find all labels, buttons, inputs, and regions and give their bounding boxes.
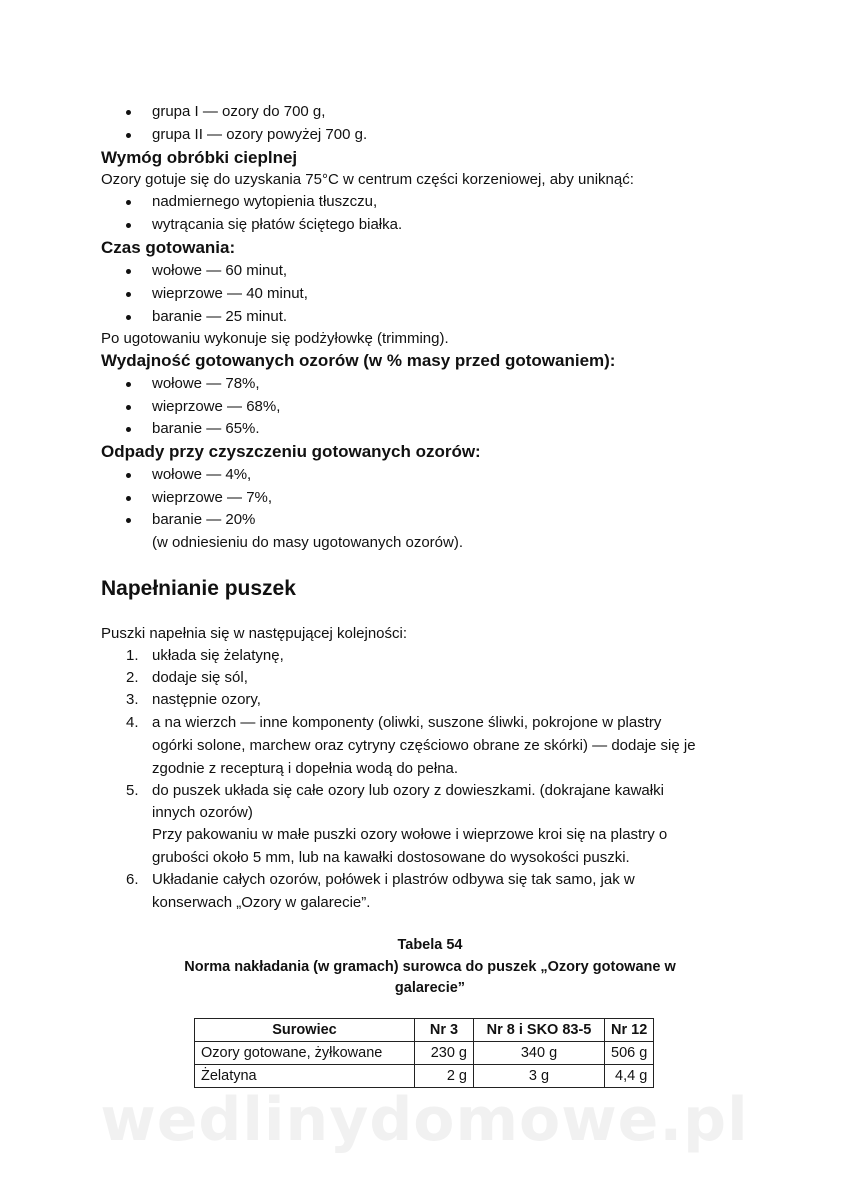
- table-cell: Ozory gotowane, żyłkowane: [195, 1042, 415, 1065]
- step-text: dodaje się sól,: [152, 669, 248, 686]
- step-text: układa się żelatynę,: [152, 647, 284, 664]
- table-cell: 2 g: [415, 1065, 474, 1088]
- step-text: do puszek układa się całe ozory lub ozory z dowieszkami. (dokrajane kawałki: [152, 782, 664, 799]
- bullet: [126, 427, 131, 432]
- step-number: 5.: [126, 782, 139, 799]
- section-heading-waste: Odpady przy czyszczeniu gotowanych ozorów:: [101, 442, 481, 461]
- step-number: 3.: [126, 691, 139, 708]
- column-header: Nr 8 i SKO 83-5: [474, 1019, 605, 1042]
- list-item: nadmiernego wytopienia tłuszczu,: [152, 193, 378, 210]
- waste-note: (w odniesieniu do masy ugotowanych ozorów).: [152, 534, 463, 551]
- step-text: zgodnie z recepturą i dopełnia wodą do pełna.: [152, 760, 459, 777]
- step-text: innych ozorów): [152, 804, 253, 821]
- watermark: wedlinydomowe.pl: [100, 1085, 749, 1155]
- bullet: [126, 518, 131, 523]
- table-title: Norma nakładania (w gramach) surowca do puszek „Ozory gotowane w: [184, 959, 676, 975]
- bullet: [126, 223, 131, 228]
- step-text: konserwach „Ozory w galarecie”.: [152, 894, 371, 911]
- table-label: Tabela 54: [397, 937, 463, 953]
- bullet: [126, 473, 131, 478]
- column-header: Surowiec: [195, 1019, 415, 1042]
- bullet: [126, 269, 131, 274]
- list-item: grupa I — ozory do 700 g,: [152, 103, 326, 120]
- filling-intro: Puszki napełnia się w następującej kolejności:: [101, 625, 408, 642]
- section-heading-cooking-time: Czas gotowania:: [101, 238, 236, 257]
- table-cell: 4,4 g: [605, 1065, 654, 1088]
- table-cell: 3 g: [474, 1065, 605, 1088]
- list-item: grupa II — ozory powyżej 700 g.: [152, 126, 368, 143]
- norm-table: [194, 1018, 654, 1088]
- section-heading-yield: Wydajność gotowanych ozorów (w % masy przed gotowaniem):: [101, 351, 616, 370]
- list-item: wieprzowe — 40 minut,: [152, 285, 308, 302]
- table-header-row: [195, 1019, 654, 1042]
- table-title: galarecie”: [394, 980, 466, 996]
- section-heading-heat: Wymóg obróbki cieplnej: [101, 148, 298, 167]
- list-item: baranie — 65%.: [152, 420, 260, 437]
- table-cell: 230 g: [415, 1042, 474, 1065]
- step-text: a na wierzch — inne komponenty (oliwki, suszone śliwki, pokrojone w plastry: [152, 714, 662, 731]
- list-item: baranie — 20%: [152, 511, 256, 528]
- list-item: wytrącania się płatów ściętego białka.: [152, 216, 403, 233]
- list-item: baranie — 25 minut.: [152, 308, 288, 325]
- table-row: [195, 1042, 654, 1065]
- step-number: 1.: [126, 647, 139, 664]
- bullet: [126, 405, 131, 410]
- step-text: ogórki solone, marchew oraz cytryny częściowo obrane ze skórki) — dodaje się je: [152, 737, 696, 754]
- step-text: Układanie całych ozorów, połówek i plastrów odbywa się tak samo, jak w: [152, 871, 635, 888]
- list-item: wieprzowe — 7%,: [152, 489, 273, 506]
- column-header: Nr 3: [415, 1019, 474, 1042]
- step-number: 4.: [126, 714, 139, 731]
- step-text: Przy pakowaniu w małe puszki ozory wołowe i wieprzowe kroi się na plastry o: [152, 826, 668, 843]
- bullet: [126, 315, 131, 320]
- cooking-note: Po ugotowaniu wykonuje się podżyłowkę (trimming).: [101, 330, 449, 347]
- step-text: grubości około 5 mm, lub na kawałki dostosowane do wysokości puszki.: [152, 849, 630, 866]
- bullet: [126, 110, 131, 115]
- bullet: [126, 292, 131, 297]
- list-item: wołowe — 78%,: [152, 375, 260, 392]
- list-item: wołowe — 60 minut,: [152, 262, 288, 279]
- bullet: [126, 133, 131, 138]
- section-heading-filling: Napełnianie puszek: [101, 577, 296, 600]
- list-item: wieprzowe — 68%,: [152, 398, 281, 415]
- step-number: 2.: [126, 669, 139, 686]
- table-cell: Żelatyna: [195, 1065, 415, 1088]
- step-number: 6.: [126, 871, 139, 888]
- list-item: wołowe — 4%,: [152, 466, 252, 483]
- table-cell: 340 g: [474, 1042, 605, 1065]
- heat-intro: Ozory gotuje się do uzyskania 75°C w centrum części korzeniowej, aby uniknąć:: [101, 171, 634, 188]
- step-text: następnie ozory,: [152, 691, 261, 708]
- table-cell: 506 g: [605, 1042, 654, 1065]
- bullet: [126, 496, 131, 501]
- bullet: [126, 382, 131, 387]
- bullet: [126, 200, 131, 205]
- column-header: Nr 12: [605, 1019, 654, 1042]
